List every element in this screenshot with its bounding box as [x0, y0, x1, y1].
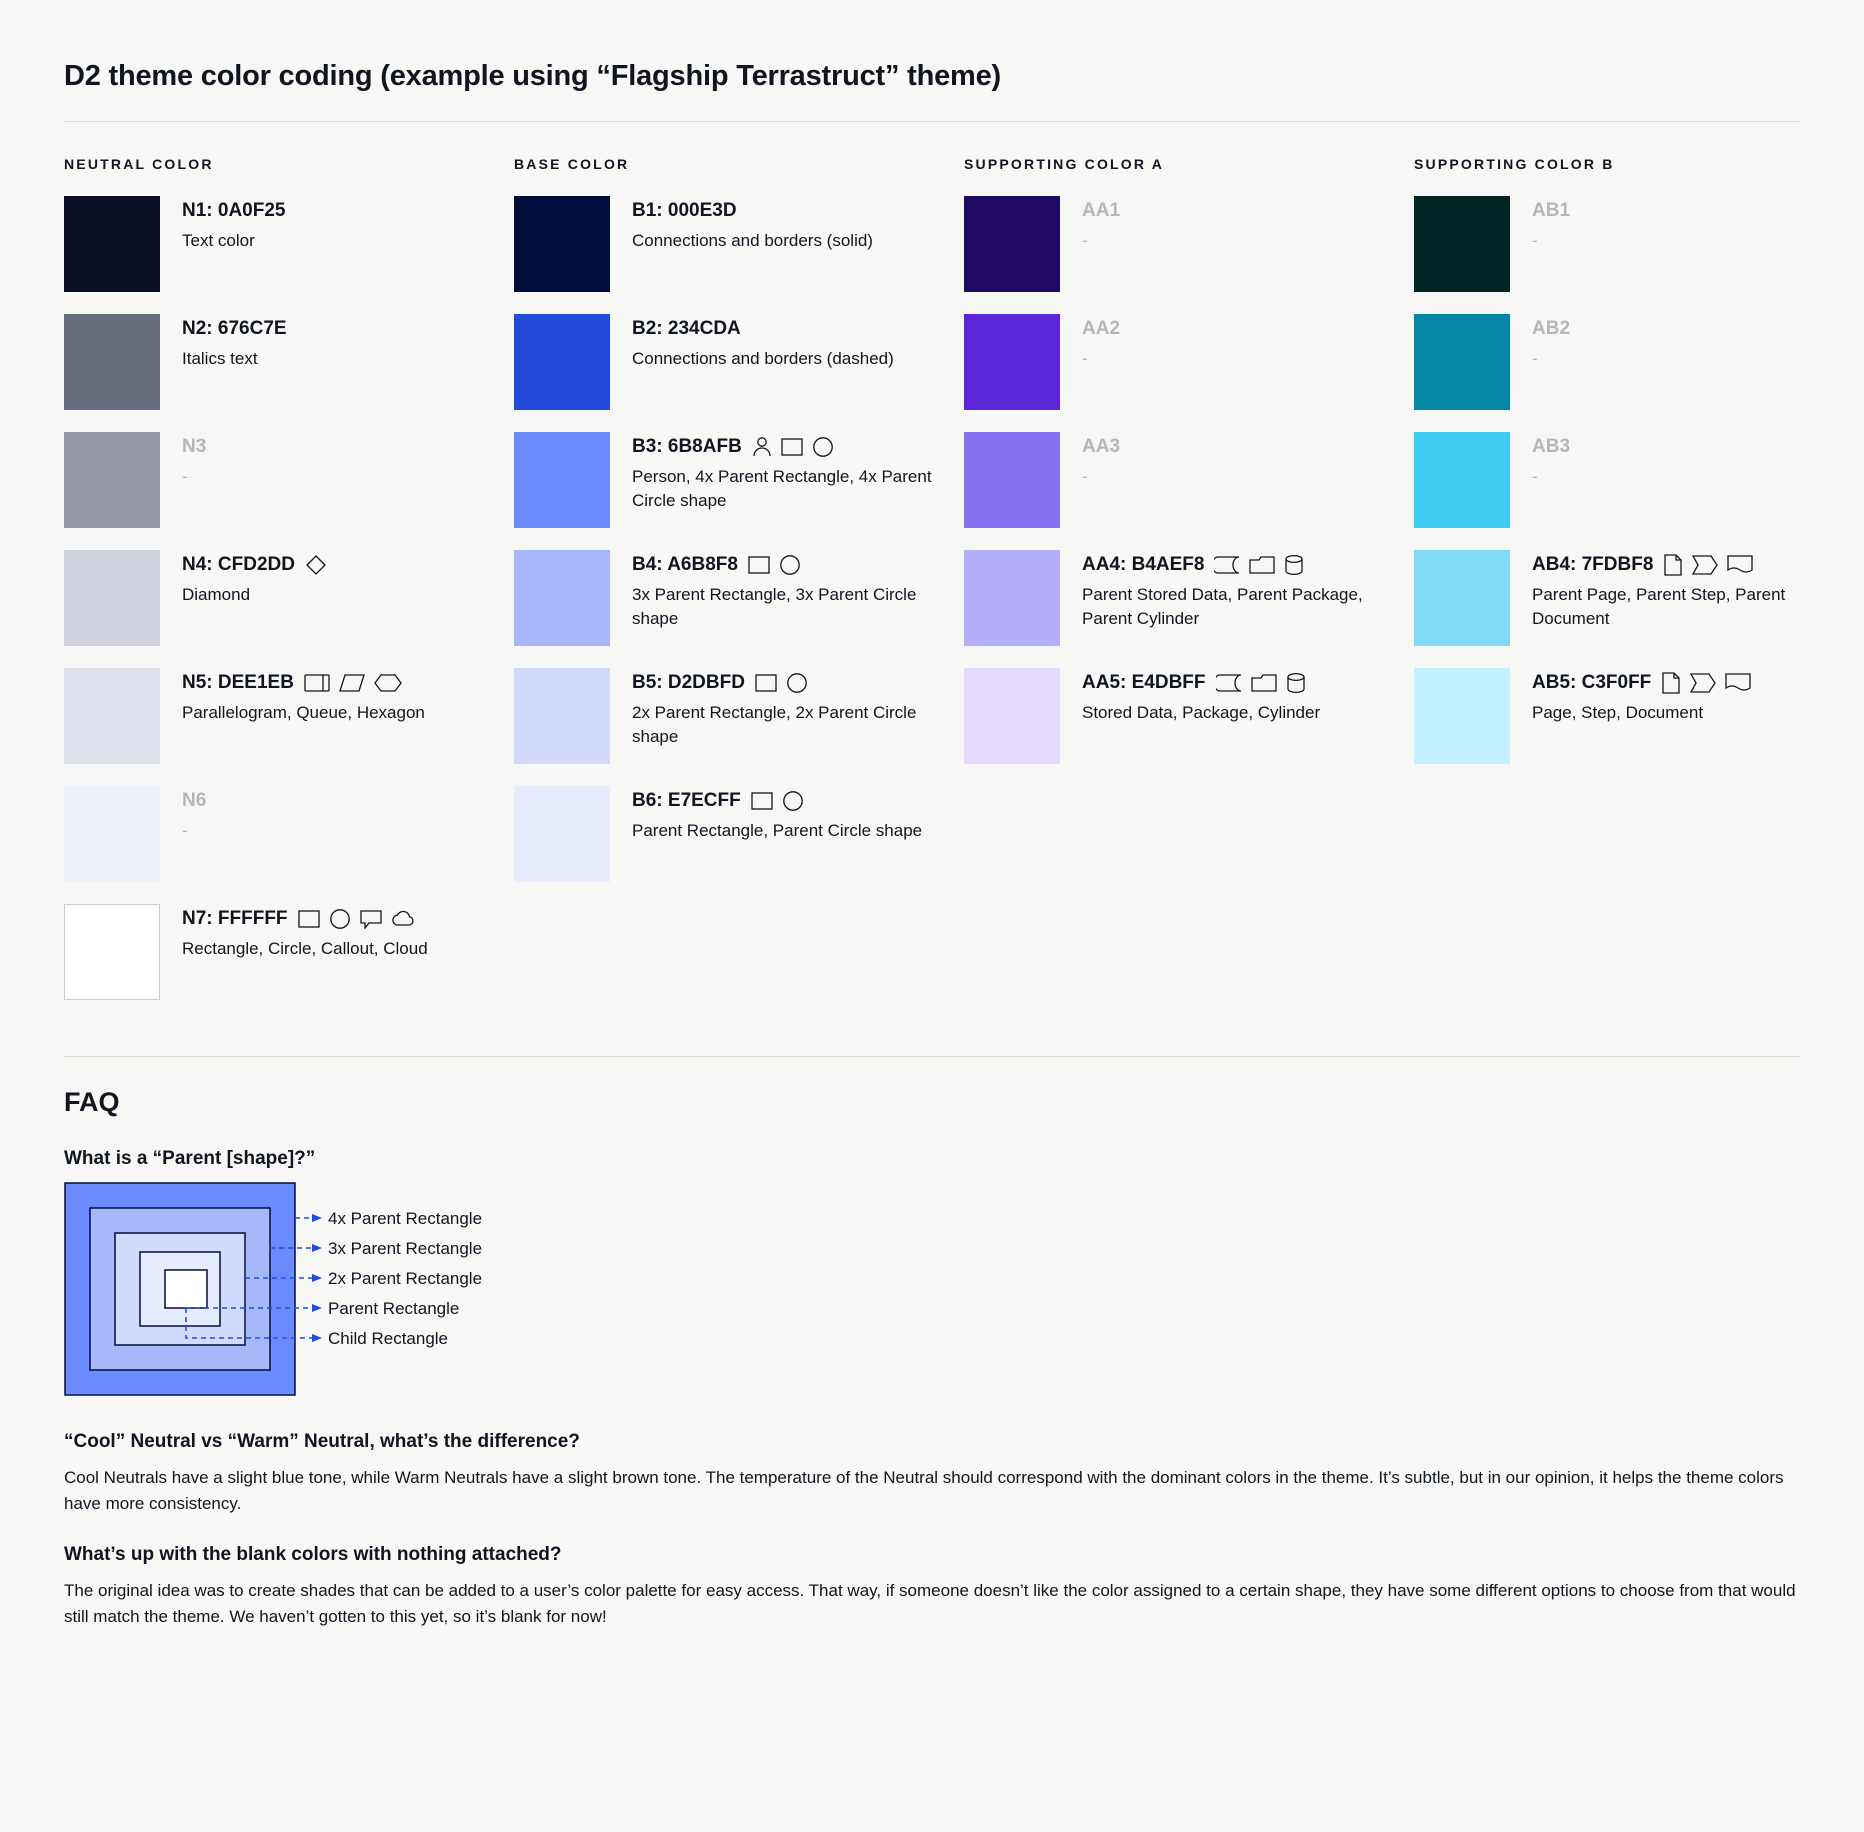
circle-icon	[779, 554, 801, 576]
swatch-row	[964, 432, 1414, 528]
rectangle-icon	[755, 673, 777, 693]
color-swatch	[1414, 314, 1510, 410]
shape-icon-group	[752, 436, 834, 458]
swatch-label	[632, 788, 922, 814]
swatch-code: N7: FFFFFF	[182, 908, 288, 929]
swatch-label	[1532, 552, 1832, 578]
swatch-body	[1082, 550, 1382, 631]
swatch-row	[964, 196, 1414, 292]
nesting-label-3: Parent Rectangle	[328, 1299, 460, 1318]
swatch-body	[1082, 432, 1120, 489]
stored-data-icon	[1216, 673, 1242, 693]
color-swatch	[1414, 196, 1510, 292]
swatch-body	[632, 786, 922, 843]
swatch-description: Connections and borders (solid)	[632, 230, 873, 250]
swatch-description: 2x Parent Rectangle, 2x Parent Circle shape	[632, 702, 917, 746]
color-swatch	[64, 196, 160, 292]
swatch-code: N4: CFD2DD	[182, 554, 295, 575]
faq-question-2: “Cool” Neutral vs “Warm” Neutral, what’s the difference?	[64, 1431, 580, 1452]
swatch-code: B6: E7ECFF	[632, 790, 741, 811]
shape-icon-group	[1661, 671, 1751, 695]
rectangle-icon	[298, 909, 320, 929]
swatch-body	[1532, 196, 1570, 253]
swatch-label	[182, 906, 428, 932]
color-columns	[64, 156, 1800, 1022]
color-swatch	[514, 668, 610, 764]
swatch-label	[182, 670, 425, 696]
swatch-description: Person, 4x Parent Rectangle, 4x Parent Circle shape	[632, 466, 932, 510]
swatch-body	[182, 432, 206, 489]
cylinder-icon	[1284, 554, 1304, 576]
color-swatch	[514, 314, 610, 410]
cloud-icon	[391, 909, 417, 929]
swatch-body	[182, 786, 206, 843]
swatch-code: N3	[182, 436, 207, 457]
shape-icon-group	[1216, 672, 1306, 694]
document-icon	[1727, 554, 1753, 576]
swatch-label	[632, 670, 932, 696]
faq-divider	[64, 1056, 1800, 1057]
swatch-description: Parent Stored Data, Parent Package, Parent Cylinder	[1082, 584, 1363, 628]
person-icon	[752, 436, 772, 458]
swatch-description: Stored Data, Package, Cylinder	[1082, 702, 1321, 722]
shape-icon-group	[1663, 553, 1753, 577]
swatch-label	[632, 316, 894, 342]
swatch-row	[964, 550, 1414, 646]
swatch-row	[964, 668, 1414, 764]
rectangle-icon	[751, 791, 773, 811]
swatch-row	[64, 196, 514, 292]
swatch-code: AA2	[1082, 318, 1121, 339]
swatch-row	[1414, 668, 1864, 764]
swatch-body	[182, 196, 286, 253]
shape-icon-group	[305, 554, 327, 576]
page-title: D2 theme color coding (example using “Flagship Terrastruct” theme)	[64, 60, 1002, 92]
nesting-diagram	[64, 1182, 1800, 1397]
swatch-code: B1: 000E3D	[632, 200, 737, 221]
color-swatch	[64, 314, 160, 410]
swatch-label	[182, 198, 286, 224]
color-swatch	[514, 550, 610, 646]
color-swatch	[514, 432, 610, 528]
swatch-body	[632, 314, 894, 371]
swatch-body	[1082, 668, 1320, 725]
swatch-row	[1414, 432, 1864, 528]
swatch-body	[632, 196, 873, 253]
swatch-code: AA3	[1082, 436, 1121, 457]
stored-data-icon	[1214, 555, 1240, 575]
queue-icon	[304, 673, 330, 693]
cylinder-icon	[1286, 672, 1306, 694]
swatch-body	[182, 904, 428, 961]
swatch-row	[514, 668, 964, 764]
swatch-body	[1082, 314, 1120, 371]
diamond-icon	[305, 554, 327, 576]
swatch-label	[1082, 434, 1120, 460]
callout-icon	[360, 909, 382, 929]
shape-icon-group	[751, 790, 804, 812]
swatch-row	[64, 314, 514, 410]
swatch-row	[514, 432, 964, 528]
column-heading: SUPPORTING COLOR B	[1414, 156, 1615, 172]
page-icon	[1661, 671, 1681, 695]
color-swatch	[514, 786, 610, 882]
swatch-description: -	[182, 820, 188, 840]
color-swatch	[964, 314, 1060, 410]
swatch-description: -	[1082, 230, 1088, 250]
swatch-description: -	[1532, 230, 1538, 250]
swatch-row	[64, 550, 514, 646]
faq-question-1: What is a “Parent [shape]?”	[64, 1148, 316, 1169]
shape-icon-group	[755, 672, 808, 694]
swatch-label	[632, 198, 873, 224]
swatch-description: -	[182, 466, 188, 486]
column-heading: SUPPORTING COLOR A	[964, 156, 1165, 172]
color-swatch	[64, 668, 160, 764]
swatch-label	[1082, 316, 1120, 342]
color-swatch	[1414, 550, 1510, 646]
package-icon	[1249, 555, 1275, 575]
circle-icon	[782, 790, 804, 812]
color-column	[1414, 156, 1864, 1022]
nesting-label-2: 2x Parent Rectangle	[328, 1269, 483, 1288]
swatch-body	[1532, 314, 1570, 371]
swatch-row	[64, 786, 514, 882]
swatch-code: AA1	[1082, 200, 1121, 221]
swatch-body	[1532, 668, 1751, 725]
swatch-code: AB1	[1532, 200, 1571, 221]
shape-icon-group	[748, 554, 801, 576]
swatch-code: B4: A6B8F8	[632, 554, 738, 575]
swatch-description: Parallelogram, Queue, Hexagon	[182, 702, 425, 722]
page-icon	[1663, 553, 1683, 577]
swatch-description: Rectangle, Circle, Callout, Cloud	[182, 938, 428, 958]
column-heading: BASE COLOR	[514, 156, 630, 172]
swatch-body	[632, 668, 932, 749]
swatch-description: 3x Parent Rectangle, 3x Parent Circle shape	[632, 584, 917, 628]
swatch-row	[64, 668, 514, 764]
swatch-code: B3: 6B8AFB	[632, 436, 742, 457]
swatch-code: AB4: 7FDBF8	[1532, 554, 1654, 575]
swatch-label	[182, 316, 287, 342]
faq-answer-2: Cool Neutrals have a slight blue tone, while Warm Neutrals have a slight brown tone. The temperature of the Neutral should correspond with the dominant colors in the theme. It’s subtle, but in our opinion, it helps the theme colors have more consistency.	[64, 1468, 1784, 1513]
faq-question-3: What’s up with the blank colors with nothing attached?	[64, 1544, 562, 1565]
swatch-code: N1: 0A0F25	[182, 200, 286, 221]
rectangle-icon	[781, 437, 803, 457]
swatch-label	[1532, 198, 1570, 224]
swatch-row	[1414, 314, 1864, 410]
swatch-code: AA4: B4AEF8	[1082, 554, 1205, 575]
swatch-label	[632, 552, 932, 578]
color-swatch	[64, 786, 160, 882]
step-icon	[1692, 554, 1718, 576]
swatch-row	[514, 196, 964, 292]
rectangle-icon	[748, 555, 770, 575]
swatch-label	[1082, 552, 1382, 578]
color-column	[964, 156, 1414, 1022]
document-icon	[1725, 672, 1751, 694]
swatch-code: AB2	[1532, 318, 1571, 339]
swatch-code: AB3	[1532, 436, 1571, 457]
swatch-body	[182, 668, 425, 725]
swatch-description: Diamond	[182, 584, 251, 604]
swatch-description: Parent Rectangle, Parent Circle shape	[632, 820, 923, 840]
swatch-code: N2: 676C7E	[182, 318, 287, 339]
swatch-label	[632, 434, 932, 460]
swatch-body	[1532, 550, 1832, 631]
swatch-label	[1532, 316, 1570, 342]
swatch-description: -	[1082, 348, 1088, 368]
package-icon	[1251, 673, 1277, 693]
swatch-description: Parent Page, Parent Step, Parent Document	[1532, 584, 1786, 628]
nesting-label-1: 3x Parent Rectangle	[328, 1239, 483, 1258]
swatch-body	[182, 314, 287, 371]
swatch-code: B5: D2DBFD	[632, 672, 745, 693]
swatch-body	[1082, 196, 1120, 253]
swatch-code: N6	[182, 790, 207, 811]
color-swatch	[1414, 668, 1510, 764]
swatch-code: AB5: C3F0FF	[1532, 672, 1652, 693]
faq-heading: FAQ	[64, 1087, 120, 1117]
swatch-label	[1082, 670, 1320, 696]
step-icon	[1690, 672, 1716, 694]
color-swatch	[964, 550, 1060, 646]
swatch-label	[1082, 198, 1120, 224]
parallelogram-icon	[339, 673, 365, 693]
swatch-row	[964, 314, 1414, 410]
swatch-body	[182, 550, 327, 607]
color-swatch	[64, 904, 160, 1000]
color-swatch	[964, 196, 1060, 292]
circle-icon	[786, 672, 808, 694]
swatch-row	[1414, 550, 1864, 646]
color-swatch	[1414, 432, 1510, 528]
swatch-description: -	[1082, 466, 1088, 486]
faq-answer-3: The original idea was to create shades that can be added to a user’s color palette for easy access. That way, if someone doesn’t like the color assigned to a certain shape, they have some different options to choose from that would still match the theme. We haven’t gotten to this yet, so it’s blank for now!	[64, 1581, 1796, 1626]
swatch-label	[182, 788, 206, 814]
shape-icon-group	[304, 673, 402, 693]
swatch-description: -	[1532, 466, 1538, 486]
swatch-label	[182, 552, 327, 578]
shape-icon-group	[298, 908, 417, 930]
swatch-description: Connections and borders (dashed)	[632, 348, 894, 368]
swatch-row	[1414, 196, 1864, 292]
shape-icon-group	[1214, 554, 1304, 576]
circle-icon	[812, 436, 834, 458]
swatch-row	[64, 904, 514, 1000]
color-column	[64, 156, 514, 1022]
color-column	[514, 156, 964, 1022]
swatch-description: Text color	[182, 230, 255, 250]
swatch-body	[1532, 432, 1570, 489]
swatch-code: AA5: E4DBFF	[1082, 672, 1206, 693]
nesting-diagram-svg	[64, 1182, 584, 1397]
hexagon-icon	[374, 673, 402, 693]
circle-icon	[329, 908, 351, 930]
color-swatch	[64, 550, 160, 646]
swatch-code: B2: 234CDA	[632, 318, 741, 339]
swatch-row	[64, 432, 514, 528]
swatch-description: Page, Step, Document	[1532, 702, 1704, 722]
swatch-row	[514, 550, 964, 646]
swatch-description: Italics text	[182, 348, 258, 368]
nesting-label-4: Child Rectangle	[328, 1329, 449, 1348]
swatch-body	[632, 550, 932, 631]
swatch-body	[632, 432, 932, 513]
color-swatch	[64, 432, 160, 528]
column-heading: NEUTRAL COLOR	[64, 156, 214, 172]
swatch-label	[182, 434, 206, 460]
color-swatch	[964, 668, 1060, 764]
swatch-row	[514, 786, 964, 882]
swatch-description: -	[1532, 348, 1538, 368]
swatch-code: N5: DEE1EB	[182, 672, 294, 693]
title-divider	[64, 121, 1800, 122]
color-swatch	[964, 432, 1060, 528]
color-swatch	[514, 196, 610, 292]
swatch-label	[1532, 670, 1751, 696]
swatch-label	[1532, 434, 1570, 460]
swatch-row	[514, 314, 964, 410]
nesting-label-0: 4x Parent Rectangle	[328, 1209, 483, 1228]
